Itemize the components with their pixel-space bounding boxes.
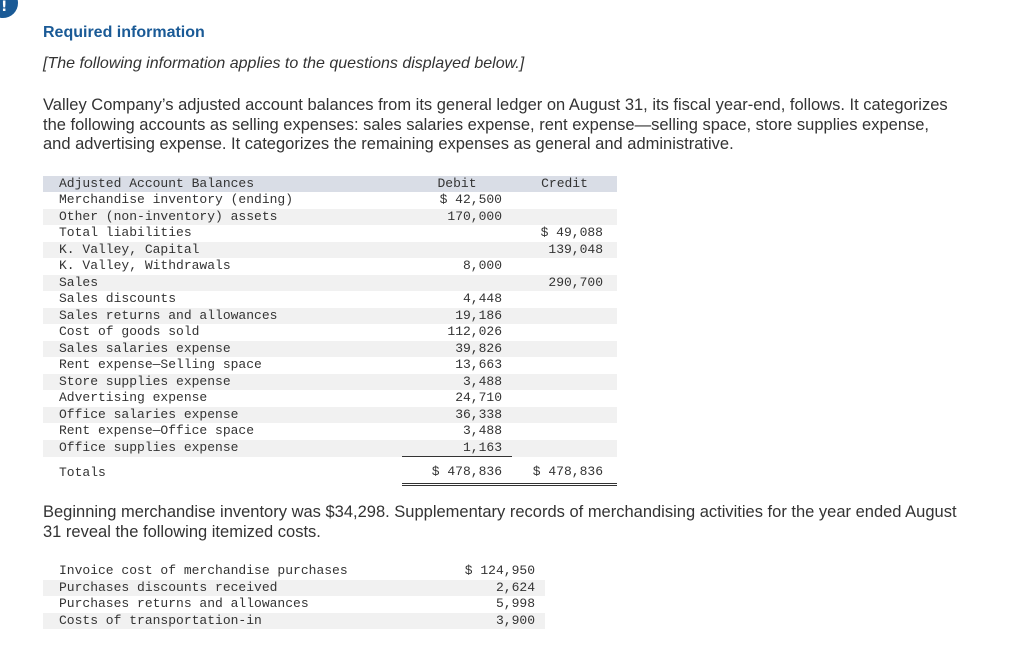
credit-cell [512,324,617,341]
account-cell: Cost of goods sold [59,324,200,339]
debit-column-header: Debit [402,176,512,192]
table-row [43,242,617,259]
account-cell: Sales discounts [59,291,177,306]
table-row [43,407,617,424]
debit-cell: 24,710 [455,390,502,405]
table-row [43,258,617,275]
credit-cell [512,390,617,407]
debit-cell: 13,663 [455,357,502,372]
totals-debit: $ 478,836 [402,457,512,485]
table-row [43,423,617,440]
table-row [43,275,617,292]
credit-column-header: Credit [512,176,617,192]
credit-cell [512,357,617,374]
credit-cell [512,423,617,440]
table-row [43,374,617,391]
cost-row [43,613,545,630]
account-cell: K. Valley, Capital [43,242,402,259]
debit-cell: 39,826 [402,341,512,358]
credit-cell [512,209,617,226]
debit-cell: $ 42,500 [439,192,502,207]
account-cell: Sales returns and allowances [43,308,402,325]
debit-cell: 8,000 [462,258,502,273]
beginning-inventory-paragraph: Beginning merchandise inventory was $34,298. Supplementary records of merchandising activities for the year ended August 31 reveal the following itemized costs. [43,503,957,541]
required-information-heading: Required information [43,24,205,41]
table-header-row [43,176,617,192]
cost-value: 2,624 [439,580,545,597]
cost-value: 3,900 [439,613,545,630]
account-cell: K. Valley, Withdrawals [59,258,231,273]
account-cell: Office salaries expense [43,407,402,424]
debit-cell: 19,186 [402,308,512,325]
debit-cell: 170,000 [402,209,512,226]
table-row [43,291,617,308]
intro-paragraph: Valley Company’s adjusted account balances from its general ledger on August 31, its fiscal year-end, follows. It categorizes the following accounts as selling expenses: sales salaries expense, rent expense—selling space, store supplies expense, and advertising expense. It categorizes the remaining expenses as general and administrative. [43,96,948,153]
debit-cell: 3,488 [462,423,502,438]
itemized-costs-table [43,563,545,629]
credit-cell [512,374,617,391]
totals-label: Totals [59,464,106,480]
credit-cell [512,308,617,325]
cost-label: Purchases discounts received [43,580,439,597]
debit-cell: 112,026 [447,324,502,339]
table-row [43,225,617,242]
table-row [43,357,617,374]
table-row [43,390,617,407]
applies-note: [The following information applies to the questions displayed below.] [43,55,525,72]
debit-cell [402,275,512,292]
totals-row [43,457,617,485]
credit-cell [512,291,617,308]
table-row [43,192,617,209]
account-column-header: Adjusted Account Balances [43,176,402,192]
cost-label: Costs of transportation-in [43,613,439,630]
alert-badge-icon: ! [0,0,18,18]
account-cell: Sales salaries expense [43,341,402,358]
account-cell: Merchandise inventory (ending) [59,192,294,207]
account-cell: Office supplies expense [43,440,402,457]
credit-cell [512,258,617,275]
totals-credit: $ 478,836 [512,457,617,485]
account-cell: Sales [43,275,402,292]
debit-cell: 4,448 [462,291,502,306]
cost-label: Invoice cost of merchandise purchases [59,563,348,578]
credit-cell: $ 49,088 [540,225,603,240]
account-cell: Store supplies expense [43,374,402,391]
debit-cell [402,225,512,242]
table-row [43,341,617,358]
account-cell: Total liabilities [59,225,192,240]
cost-row [43,580,545,597]
table-row [43,209,617,226]
credit-cell: 139,048 [512,242,617,259]
account-cell: Advertising expense [59,390,208,405]
account-cell: Rent expense—Office space [59,423,255,438]
cost-value: 5,998 [495,596,535,611]
debit-cell: 3,488 [402,374,512,391]
debit-cell [402,242,512,259]
credit-cell [512,341,617,358]
credit-cell [512,192,617,209]
cost-value: $ 124,950 [464,563,535,578]
cost-label: Purchases returns and allowances [59,596,309,611]
credit-cell [512,440,617,457]
debit-cell: 1,163 [402,440,512,457]
credit-cell: 290,700 [512,275,617,292]
debit-cell: 36,338 [402,407,512,424]
table-row [43,324,617,341]
cost-row [43,596,545,613]
cost-row [43,563,545,580]
table-row [43,308,617,325]
table-row [43,440,617,457]
credit-cell [512,407,617,424]
adjusted-balances-table [43,176,617,486]
account-cell: Rent expense—Selling space [59,357,262,372]
account-cell: Other (non-inventory) assets [43,209,402,226]
